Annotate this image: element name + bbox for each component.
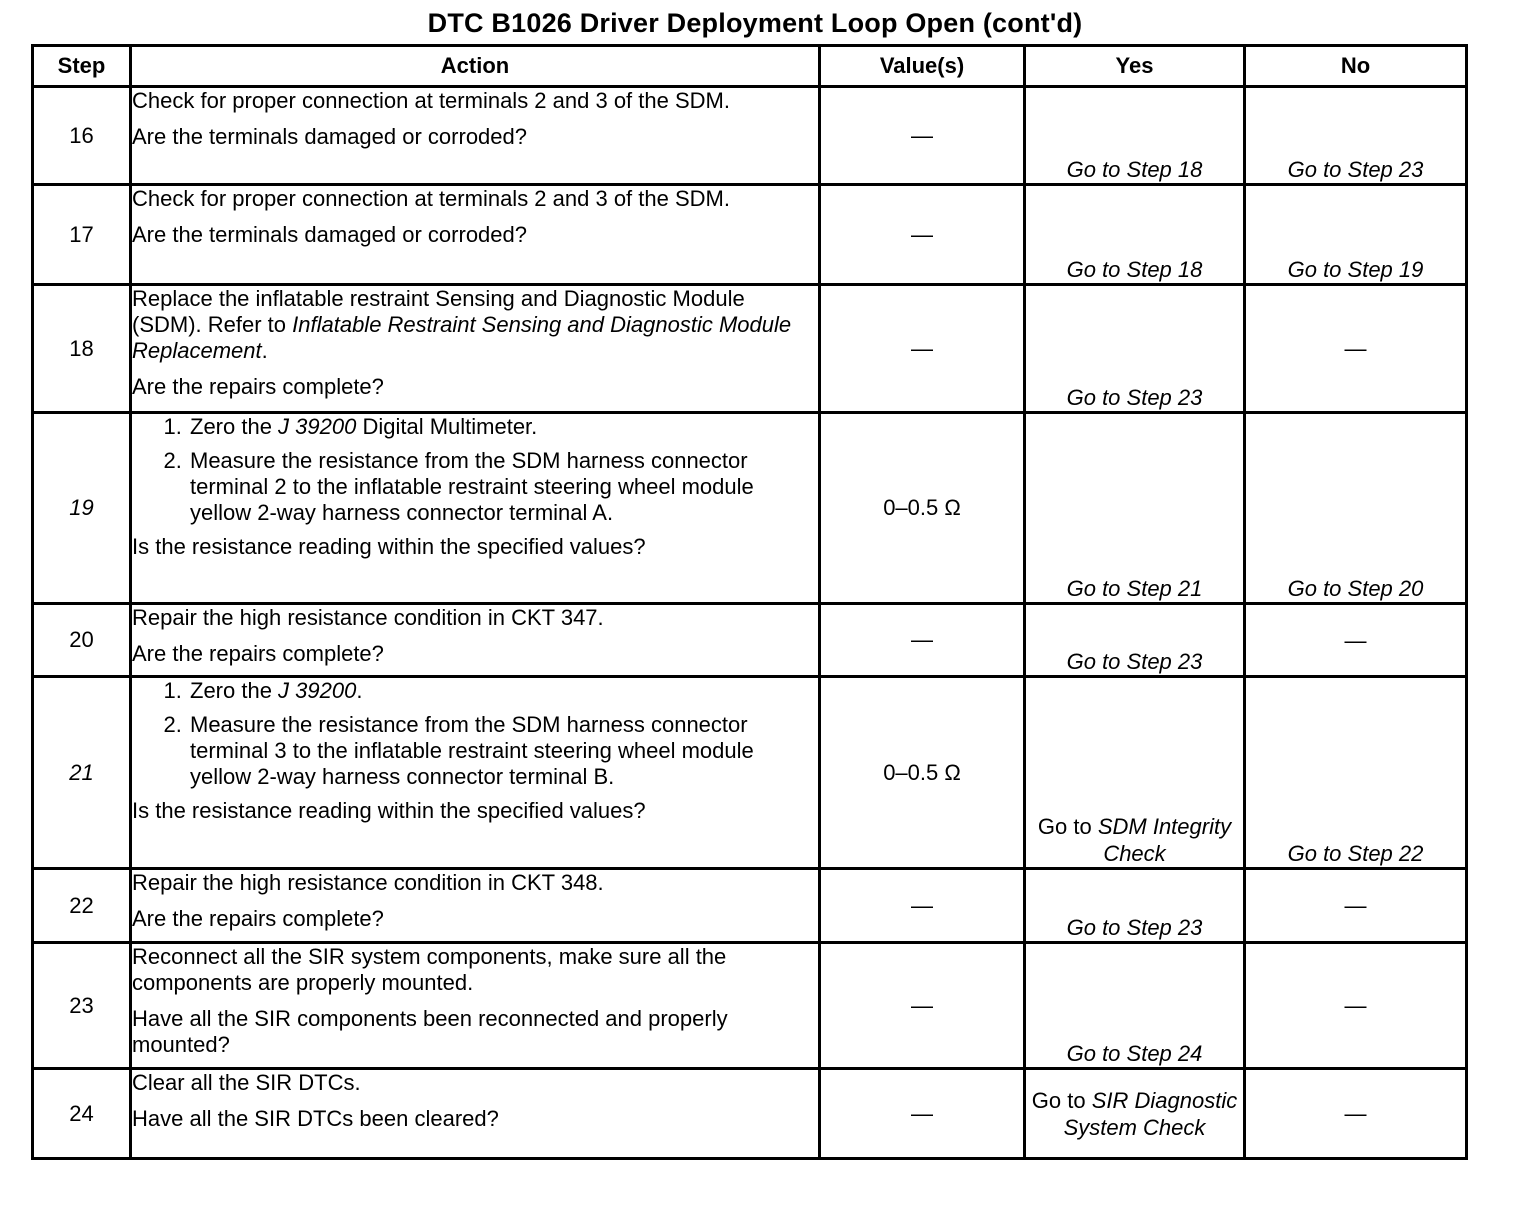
no-cell: Go to Step 22: [1245, 677, 1467, 869]
header-row: [33, 46, 1467, 87]
step-number: 24: [33, 1069, 131, 1159]
item-text: Zero the: [190, 678, 279, 703]
action-question: Are the terminals damaged or corroded?: [132, 222, 527, 247]
value-cell: —: [820, 869, 1025, 943]
yes-cell: [1025, 677, 1245, 869]
procedure-list: [132, 414, 818, 526]
list-item: 2. Measure the resistance from the SDM harness connector terminal 3 to the inflatable restraint steering wheel module yellow 2-way harness connector terminal B.: [188, 712, 818, 790]
action-cell: [131, 677, 820, 869]
step-number: 18: [33, 285, 131, 413]
page-title: DTC B1026 Driver Deployment Loop Open (cont'd): [427, 8, 1083, 38]
value-cell: —: [820, 185, 1025, 285]
item-text-end: Digital Multimeter.: [356, 414, 538, 439]
value-cell: 0–0.5 Ω: [820, 677, 1025, 869]
table-row: [33, 185, 1467, 285]
check-reference: SIR Diagnostic System Check: [1063, 1087, 1238, 1140]
table-row: [33, 943, 1467, 1069]
value-cell: —: [820, 87, 1025, 185]
table-row: [33, 87, 1467, 185]
action-text-end: .: [261, 338, 268, 363]
list-item: [188, 414, 818, 440]
action-question: Have all the SIR DTCs been cleared?: [132, 1106, 499, 1131]
yes-prefix: Go to: [1037, 814, 1098, 839]
yes-cell: [1025, 1069, 1245, 1159]
step-number: 20: [33, 604, 131, 677]
table-row: [33, 413, 1467, 604]
no-cell: —: [1245, 869, 1467, 943]
step-number: 17: [33, 185, 131, 285]
table-row: [33, 1069, 1467, 1159]
action-text: Reconnect all the SIR system components, make sure all the components are properly mounted.: [132, 944, 727, 995]
table-row: [33, 677, 1467, 869]
no-cell: —: [1245, 1069, 1467, 1159]
table-row: [33, 285, 1467, 413]
step-number: 21: [33, 677, 131, 869]
step-number: 23: [33, 943, 131, 1069]
yes-cell: Go to Step 24: [1025, 943, 1245, 1069]
step-number: 16: [33, 87, 131, 185]
step-number: 22: [33, 869, 131, 943]
action-cell: [131, 604, 820, 677]
action-cell: [131, 943, 820, 1069]
header-step: Step: [33, 46, 131, 87]
step-number: 19: [33, 413, 131, 604]
item-text-end: .: [356, 678, 363, 703]
procedure-list: [132, 678, 818, 790]
yes-cell: Go to Step 18: [1025, 185, 1245, 285]
action-cell: [131, 413, 820, 604]
header-no: No: [1245, 46, 1467, 87]
action-cell: [131, 285, 820, 413]
no-cell: —: [1245, 285, 1467, 413]
value-cell: —: [820, 604, 1025, 677]
table-row: [33, 604, 1467, 677]
header-yes: Yes: [1025, 46, 1245, 87]
header-values: Value(s): [820, 46, 1025, 87]
value-cell: —: [820, 943, 1025, 1069]
value-cell: —: [820, 285, 1025, 413]
action-text: Clear all the SIR DTCs.: [132, 1070, 361, 1095]
list-item: [188, 678, 818, 704]
no-cell: Go to Step 19: [1245, 185, 1467, 285]
value-cell: 0–0.5 Ω: [820, 413, 1025, 604]
action-text: Repair the high resistance condition in CKT 348.: [132, 870, 604, 895]
diagnostic-table: [31, 44, 1468, 1160]
action-question: Are the repairs complete?: [132, 374, 384, 399]
list-item: 2. Measure the resistance from the SDM harness connector terminal 2 to the inflatable restraint steering wheel module yellow 2-way harness connector terminal A.: [188, 448, 818, 526]
yes-cell: Go to Step 23: [1025, 285, 1245, 413]
no-cell: —: [1245, 604, 1467, 677]
no-cell: Go to Step 23: [1245, 87, 1467, 185]
yes-prefix: Go to: [1031, 1087, 1092, 1113]
check-reference: SDM Integrity Check: [1097, 814, 1232, 866]
action-text: Repair the high resistance condition in CKT 347.: [132, 605, 604, 630]
manual-reference: Inflatable Restraint Sensing and Diagnostic Module Replacement: [132, 312, 792, 363]
action-question: Are the terminals damaged or corroded?: [132, 124, 527, 149]
action-question: Are the repairs complete?: [132, 641, 384, 666]
yes-cell: Go to Step 23: [1025, 869, 1245, 943]
yes-cell: Go to Step 23: [1025, 604, 1245, 677]
no-cell: Go to Step 20: [1245, 413, 1467, 604]
action-text: Replace the inflatable restraint Sensing and Diagnostic Module (SDM). Refer to: [132, 286, 745, 337]
action-question: Have all the SIR components been reconnected and properly mounted?: [132, 1006, 728, 1057]
action-cell: [131, 1069, 820, 1159]
yes-cell: Go to Step 18: [1025, 87, 1245, 185]
yes-cell: Go to Step 21: [1025, 413, 1245, 604]
action-text: Check for proper connection at terminals 2 and 3 of the SDM.: [132, 186, 730, 211]
action-question: Are the repairs complete?: [132, 906, 384, 931]
action-cell: [131, 185, 820, 285]
tool-name: J 39200: [278, 678, 357, 703]
item-text: Zero the: [190, 414, 279, 439]
table-row: [33, 869, 1467, 943]
action-cell: [131, 87, 820, 185]
action-question: Is the resistance reading within the specified values?: [132, 534, 646, 559]
action-cell: [131, 869, 820, 943]
action-text: Check for proper connection at terminals 2 and 3 of the SDM.: [132, 88, 730, 113]
action-question: Is the resistance reading within the specified values?: [132, 798, 646, 823]
tool-name: J 39200: [278, 414, 357, 439]
no-cell: —: [1245, 943, 1467, 1069]
value-cell: —: [820, 1069, 1025, 1159]
header-action: Action: [131, 46, 820, 87]
